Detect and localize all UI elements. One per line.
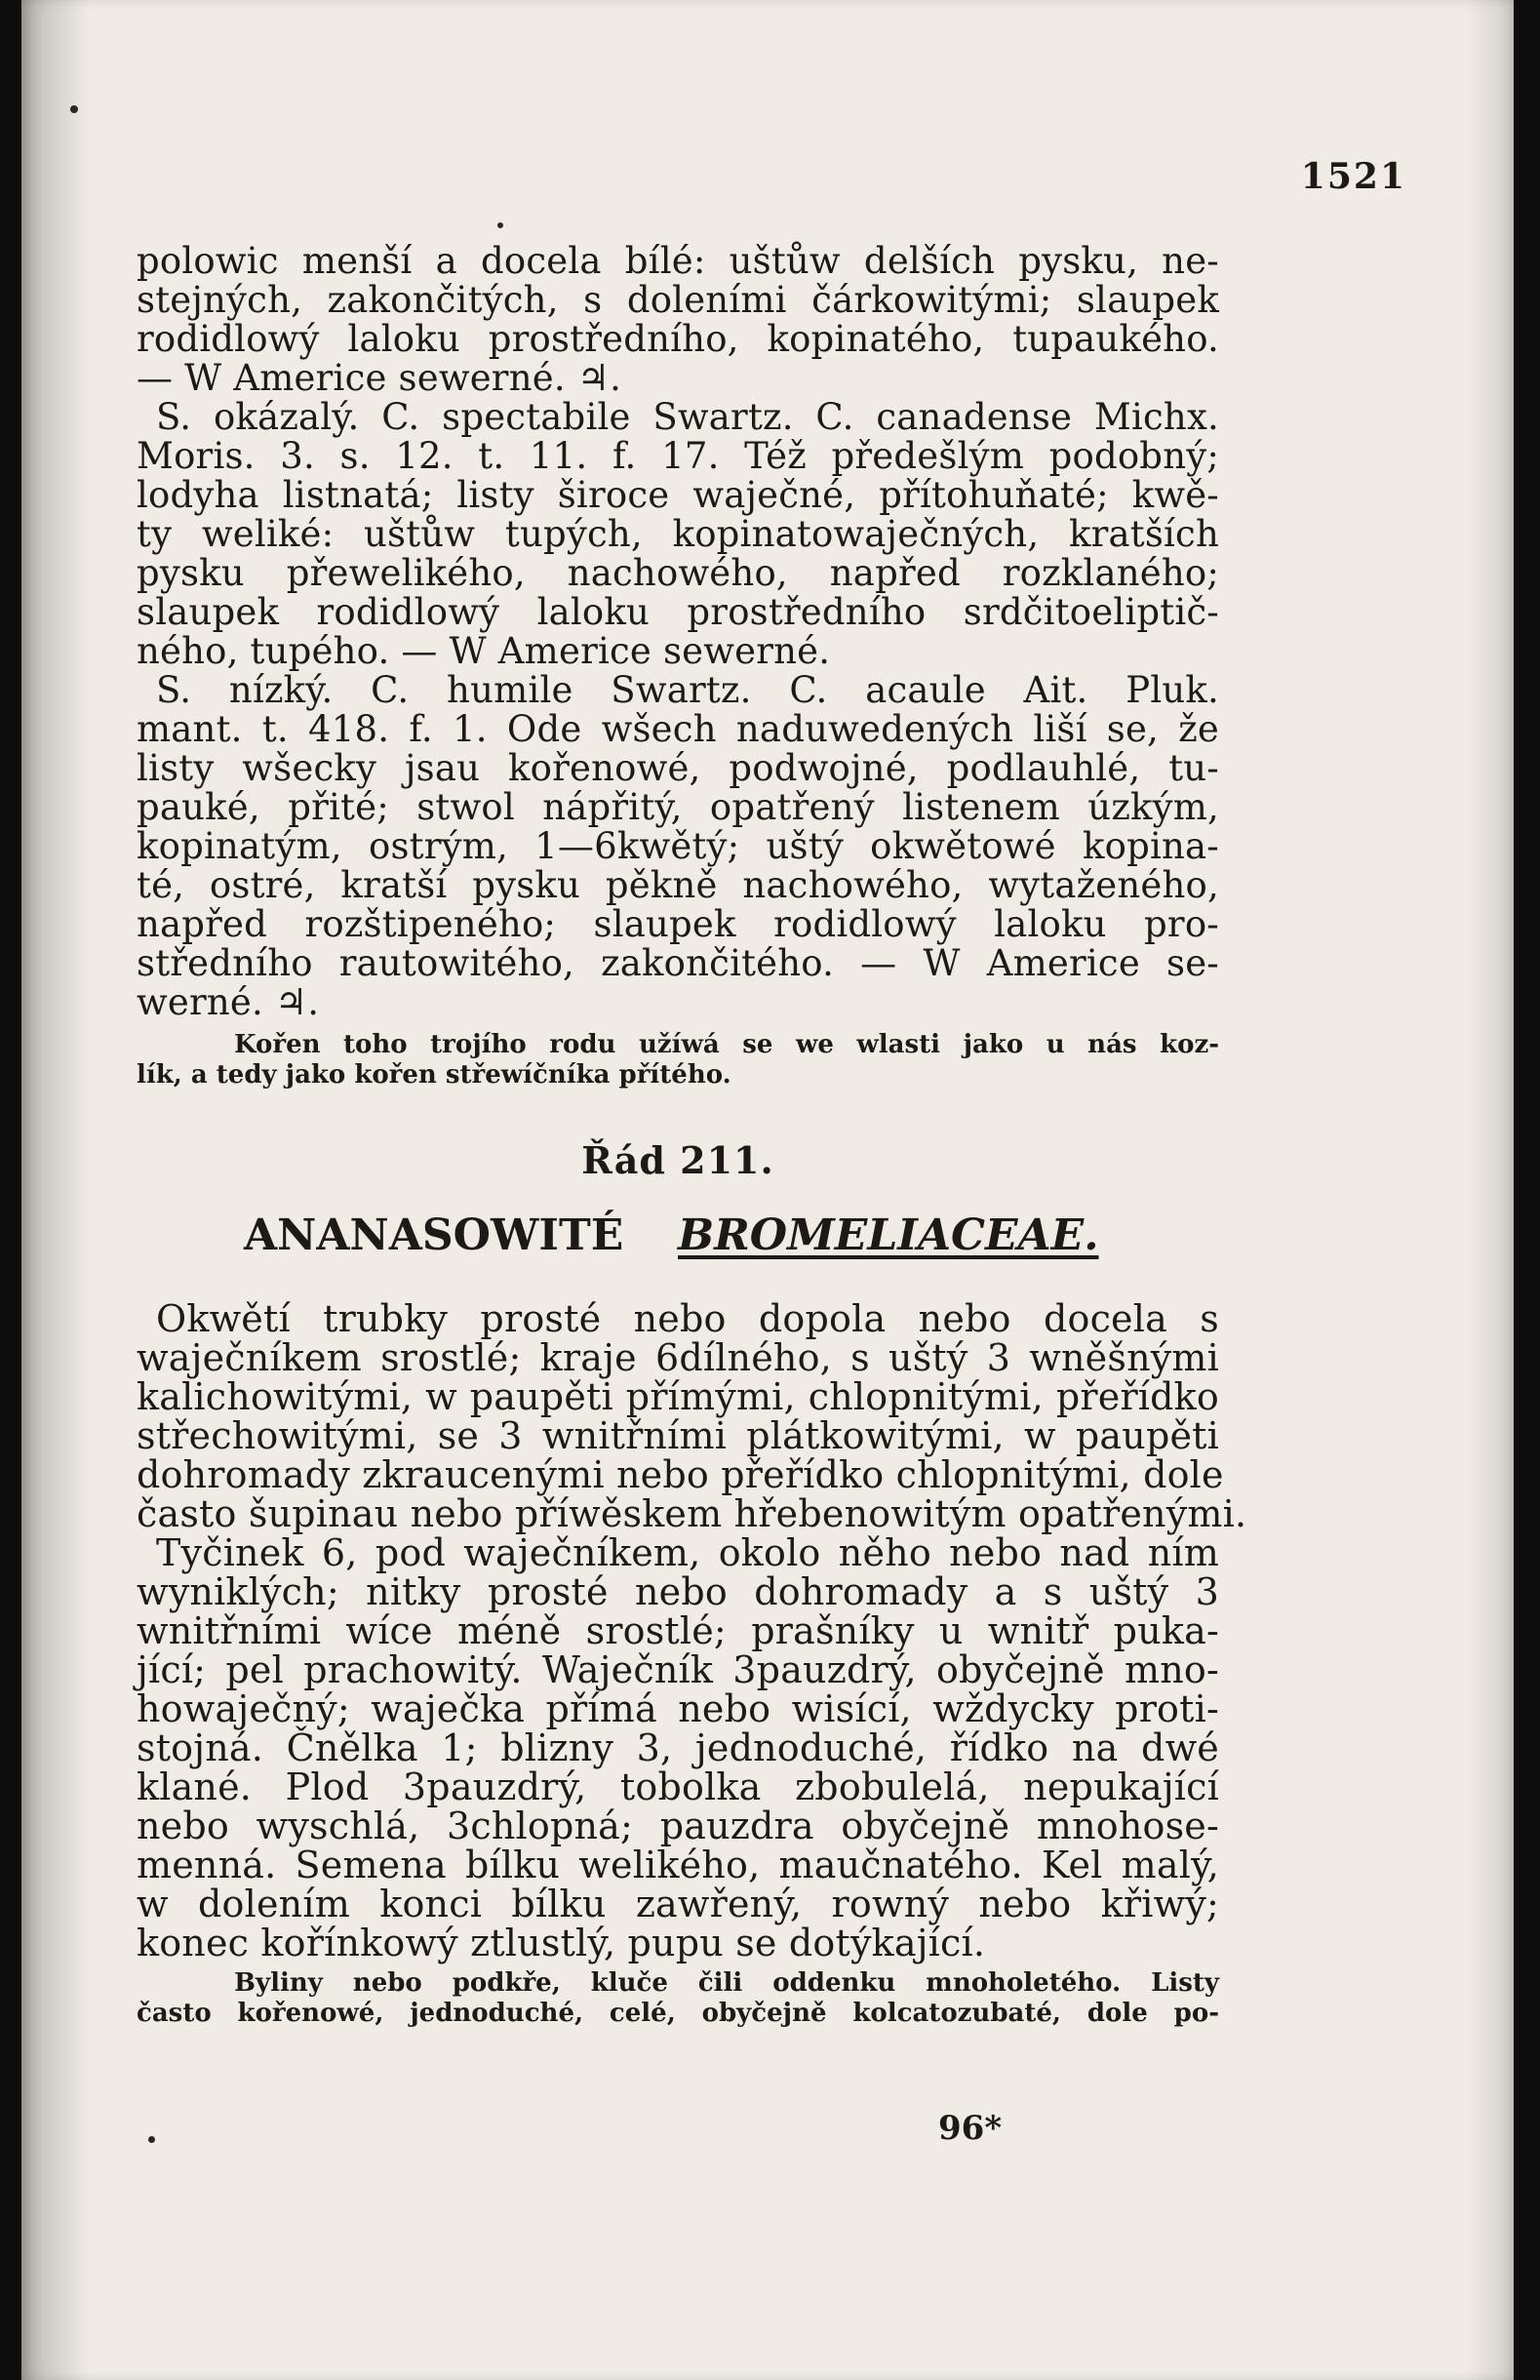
family-description — [137, 1297, 1247, 2029]
speck — [148, 2136, 155, 2143]
text-line: menná. Semena bílku welikého, maučnatého. Kel malý, — [137, 1844, 1219, 1886]
page-number: 1521 — [1300, 156, 1406, 197]
main-text — [137, 240, 1247, 2029]
text-line: werné. ♃. — [137, 981, 320, 1023]
text-line: howaječný; waječka přímá nebo wisící, wždycky proti- — [137, 1687, 1219, 1730]
text-line: lodyha listnatá; listy široce waječné, přítohuňaté; kwě- — [137, 474, 1219, 516]
text-line: slaupek rodidlowý laloku prostředního srdčitoeliptič- — [137, 591, 1219, 633]
text-line: listy wšecky jsau kořenowé, podwojné, podlauhlé, tu- — [137, 747, 1219, 789]
family-latin-name: BROMELIACEAE. — [678, 1210, 1099, 1260]
text-line: ného, tupého. — W Americe sewerné. — [137, 630, 831, 672]
text-line: wyniklých; nitky prosté nebo dohromady a s uštý 3 — [137, 1570, 1219, 1613]
family-description-note — [137, 1968, 1219, 2029]
text-line: dohromady zkraucenými nebo přeřídko chlopnitými, dole — [137, 1453, 1224, 1496]
species-descriptions — [137, 242, 1219, 1022]
signature-mark: 96* — [938, 2109, 1003, 2148]
text-line: často šupinau nebo příwěskem hřebenowitým opatřenými. — [137, 1492, 1247, 1535]
text-line: Moris. 3. s. 12. t. 11. f. 17. Též předešlým podobný; — [137, 435, 1219, 477]
text-line: konec kořínkowý ztlustlý, pupu se dotýkající. — [137, 1922, 986, 1964]
text-line: jící; pel prachowitý. Waječník 3pauzdrý, obyčejně mno- — [137, 1648, 1219, 1691]
text-line: rodidlowý laloku prostředního, kopinatého, tupaukého. — [137, 318, 1219, 360]
text-line: té, ostré, kratší pysku pěkně nachowého, wytaženého, — [137, 864, 1219, 906]
text-line: stejných, zakončitých, s doleními čárkowitými; slaupek — [137, 279, 1219, 321]
text-line: S. okázalý. C. spectabile Swartz. C. canadense Michx. — [156, 396, 1219, 438]
family-heading — [137, 1202, 1219, 1270]
text-line: nebo wyschlá, 3chlopná; pauzdra obyčejně mnohose- — [137, 1805, 1219, 1847]
page-gutter-shadow — [21, 0, 90, 2380]
book-page — [21, 0, 1514, 2380]
text-line: střechowitými, se 3 wnitřními plátkowitými, w paupěti — [137, 1414, 1219, 1457]
order-heading: Řád 211. — [581, 1138, 774, 1182]
family-czech-name: ANANASOWITÉ — [244, 1210, 624, 1260]
text-line: wnitřními wíce méně srostlé; prašníky u wnitř puka- — [137, 1609, 1219, 1652]
text-line: kalichowitými, w paupěti přímými, chlopnitými, přeřídko — [137, 1375, 1219, 1418]
note-line: Byliny nebo podkře, kluče čili oddenku mnoholetého. Listy — [234, 1968, 1219, 1998]
text-line: ty weliké: uštůw tupých, kopinatowaječných, kratších — [137, 513, 1219, 555]
text-line: středního rautowitého, zakončitého. — W Americe se- — [137, 942, 1219, 984]
speck — [497, 222, 503, 228]
text-line: kopinatým, ostrým, 1—6kwětý; uštý okwětowé kopina- — [137, 825, 1219, 867]
text-line: S. nízký. C. humile Swartz. C. acaule Ait. Pluk. — [156, 669, 1219, 711]
text-line: stojná. Čnělka 1; blizny 3, jednoduché, řídko na dwé — [137, 1726, 1219, 1769]
page-edge-shadow — [1465, 0, 1514, 2380]
speck — [70, 105, 78, 113]
text-line: Okwětí trubky prosté nebo dopola nebo docela s — [156, 1297, 1219, 1340]
text-line: polowic menší a docela bílé: uštůw delších pysku, ne- — [137, 240, 1219, 282]
note-line: Kořen toho trojího rodu užíwá se we wlasti jako u nás koz- — [234, 1030, 1219, 1059]
text-line: pauké, přité; stwol nápřitý, opatřený listenem úzkým, — [137, 786, 1219, 828]
text-line: napřed rozštipeného; slaupek rodidlowý laloku pro- — [137, 903, 1219, 945]
text-line: — W Americe sewerné. ♃. — [137, 357, 622, 399]
note-line: často kořenowé, jednoduché, celé, obyčejně kolcatozubaté, dole po- — [137, 1999, 1219, 2028]
text-line: klané. Plod 3pauzdrý, tobolka zbobulelá, nepukající — [137, 1765, 1219, 1808]
text-line: mant. t. 418. f. 1. Ode wšech naduwedených liší se, že — [137, 708, 1219, 750]
text-line: pysku přewelikého, nachowého, napřed rozklaného; — [137, 552, 1219, 594]
note-line: lík, a tedy jako kořen střewíčníka přítého. — [137, 1060, 731, 1090]
family-description-text — [137, 1297, 1247, 1964]
text-line: Tyčinek 6, pod waječníkem, okolo něho nebo nad ním — [156, 1531, 1219, 1574]
text-line: waječníkem srostlé; kraje 6dílného, s uštý 3 wněšnými — [137, 1336, 1219, 1379]
footnote-usage — [137, 1030, 1219, 1091]
text-line: w dolením konci bílku zawřený, rowný nebo křiwý; — [137, 1883, 1219, 1925]
